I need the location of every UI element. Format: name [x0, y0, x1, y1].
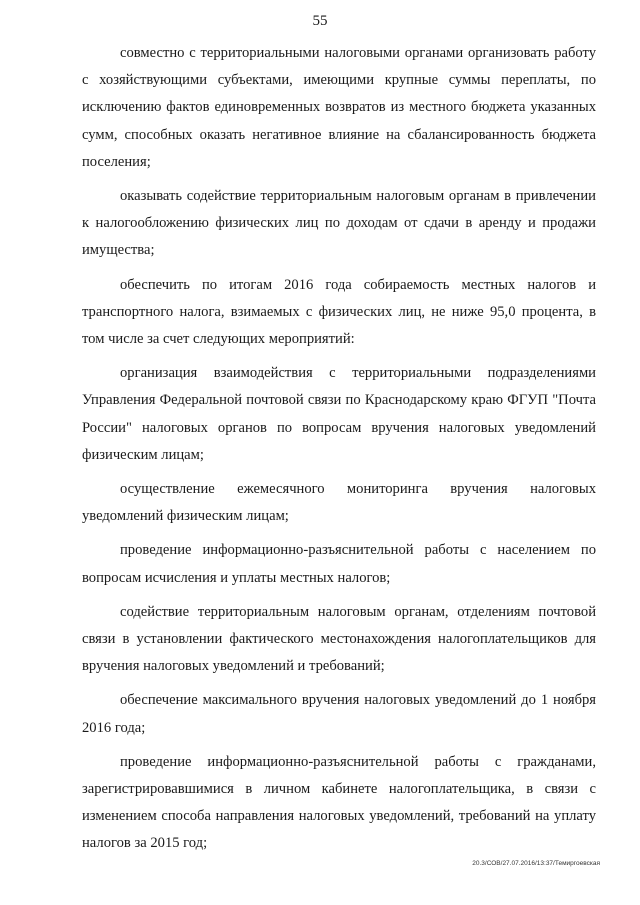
paragraph-1: совместно с территориальными налоговыми органами организовать работу с хозяйствующими субъектами, имеющими крупные суммы переплаты, по исключению фактов единовременных возвратов из местного бюджета указанных сумм, способных оказать негативное влияние на сбалансированность бюджета поселения;	[82, 45, 596, 170]
document-body	[82, 40, 596, 858]
paragraph-6: проведение информационно-разъяснительной работы с населением по вопросам исчисления и уплаты местных налогов;	[82, 542, 596, 586]
paragraph-4: организация взаимодействия с территориальными подразделениями Управления Федеральной почтовой связи по Краснодарскому краю ФГУП "Почта России" налоговых органов по вопросам вручения налоговых уведомлений физическим лицам;	[82, 365, 596, 463]
paragraph-9: проведение информационно-разъяснительной работы с гражданами, зарегистрировавшимися в личном кабинете налогоплательщика, в связи с изменением способа направления налоговых уведомлений, требований на уплату налогов за 2015 год;	[82, 753, 596, 852]
document-footer-stamp: 20.3/СОВ/27.07.2016/13:37/Темиргоевская	[472, 860, 600, 867]
paragraph-8: обеспечение максимального вручения налоговых уведомлений до 1 ноября 2016 года;	[82, 692, 596, 736]
paragraph-7: содействие территориальным налоговым органам, отделениям почтовой связи в установлении фактического местонахождения налогоплательщиков для вручения налоговых уведомлений и требований;	[82, 603, 596, 675]
page-number: 55	[312, 13, 328, 29]
paragraph-3: обеспечить по итогам 2016 года собираемость местных налогов и транспортного налога, взимаемых с физических лиц, не ниже 95,0 процента, в том числе за счет следующих мероприятий:	[82, 276, 596, 348]
paragraph-2: оказывать содействие территориальным налоговым органам в привлечении к налогообложению физических лиц по доходам от сдачи в аренду и продажи имущества;	[82, 188, 596, 259]
paragraph-5: осуществление ежемесячного мониторинга вручения налоговых уведомлений физическим лицам;	[82, 481, 596, 525]
